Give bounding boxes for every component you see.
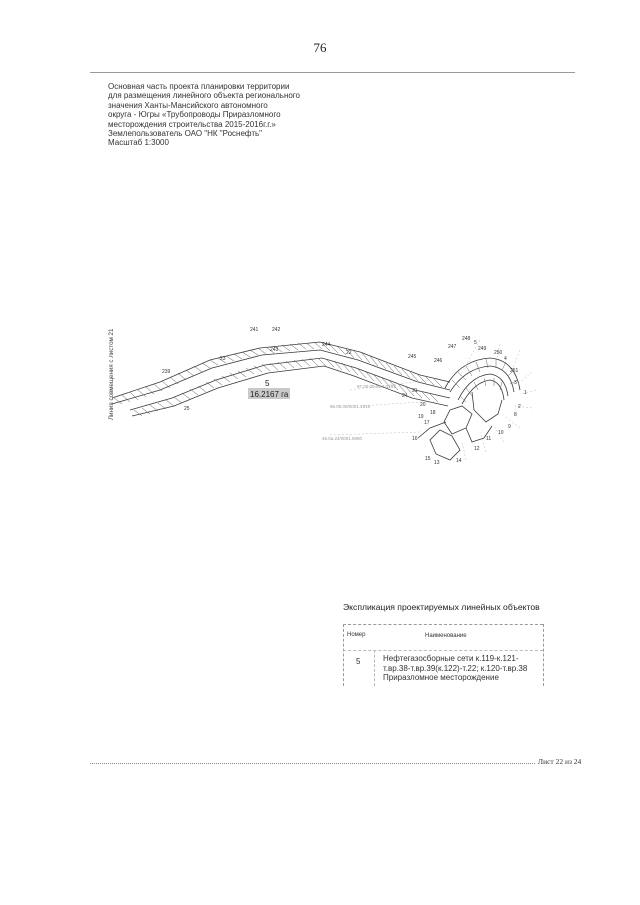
point-label: 15 — [425, 456, 431, 462]
point-label: 19 — [418, 414, 424, 420]
point-label: 20 — [420, 402, 426, 408]
point-label: 12 — [474, 446, 480, 452]
point-label: 23 — [220, 356, 226, 362]
point-label: 13 — [434, 460, 440, 466]
point-label: 244 — [322, 342, 331, 348]
area-label: 16.2167 га — [250, 390, 289, 399]
title-line: значения Ханты-Мансийского автономного — [108, 100, 268, 110]
top-rule — [90, 72, 575, 73]
page-number: 76 — [313, 40, 327, 55]
table-header-separator — [343, 650, 543, 651]
title-line: для размещения линейного объекта регионального — [108, 91, 300, 101]
point-label: 4 — [504, 356, 507, 362]
point-label: 245 — [408, 354, 417, 360]
point-label: 9 — [508, 424, 511, 430]
title-block — [108, 82, 368, 148]
point-label: 10 — [498, 430, 504, 436]
table-border-right — [543, 624, 544, 686]
column-header-number: Номер — [347, 632, 366, 638]
table-cell-name: Нефтегазосборные сети к.119-к.121-т.вр.38-т.вр.39(к.122)-т.22; к.120-т.вр.38 Приразломное месторождение — [383, 654, 528, 683]
table-cell-number: 5 — [356, 657, 361, 666]
point-label: 22 — [346, 350, 352, 356]
point-label: 8 — [514, 412, 517, 418]
point-label: 242 — [272, 327, 281, 333]
scale-line: Масштаб 1:3000 — [108, 138, 169, 148]
point-label: 246 — [434, 358, 443, 364]
sheet-info: Лист 22 из 24 — [538, 757, 582, 766]
point-label: 2 — [518, 404, 521, 410]
point-label: 24 — [402, 393, 408, 399]
vertical-match-line-label: Линия совмещения с листом 21 — [108, 328, 115, 420]
point-label: 250 — [494, 350, 503, 356]
title-line: Землепользователь ОАО "НК "Роснефть" — [108, 129, 262, 139]
table-border-top — [343, 624, 543, 625]
point-label: 21 — [412, 388, 418, 394]
title-line: Основная часть проекта планировки территории — [108, 82, 290, 91]
title-line: округа - Югры «Трубопроводы Приразломного — [108, 110, 281, 120]
title-line: месторождения строительства 2015-2016г.г.» — [108, 119, 276, 129]
point-label: 5 — [474, 340, 477, 346]
point-label: 1 — [524, 390, 527, 396]
bottom-rule — [90, 763, 535, 764]
faint-label: 97.00.00.01.1-1182 — [357, 384, 396, 389]
point-label: 239 — [162, 369, 171, 375]
point-label: 17 — [424, 420, 430, 426]
point-label: 249 — [478, 346, 487, 352]
point-label: 247 — [448, 344, 457, 350]
table-border-left — [343, 624, 344, 686]
table-column-separator — [374, 650, 375, 686]
point-label: 3 — [514, 380, 517, 386]
explication-table — [343, 624, 543, 686]
point-label: 243 — [270, 347, 279, 353]
point-label: 248 — [462, 336, 471, 342]
arc-structure — [418, 358, 520, 460]
point-label: 251 — [510, 368, 519, 374]
point-label: 16 — [412, 436, 418, 442]
point-label: 25 — [184, 406, 190, 412]
point-label: 11 — [486, 436, 492, 442]
column-header-name: Наименование — [425, 633, 467, 639]
faint-label: 46.0a.24/0001.9090 — [322, 436, 363, 441]
point-label: 14 — [456, 458, 462, 464]
corridor-hatching — [114, 342, 442, 416]
point-label: 18 — [430, 410, 436, 416]
pipeline-plan-svg — [100, 310, 540, 480]
map-drawing — [100, 310, 540, 480]
object-number: 5 — [265, 379, 270, 388]
point-label: 241 — [250, 327, 259, 333]
faint-label: 86.09.00/0001.1919 — [330, 404, 371, 409]
explication-title: Экспликация проектируемых линейных объектов — [343, 602, 540, 612]
corridor-lines — [112, 342, 450, 416]
